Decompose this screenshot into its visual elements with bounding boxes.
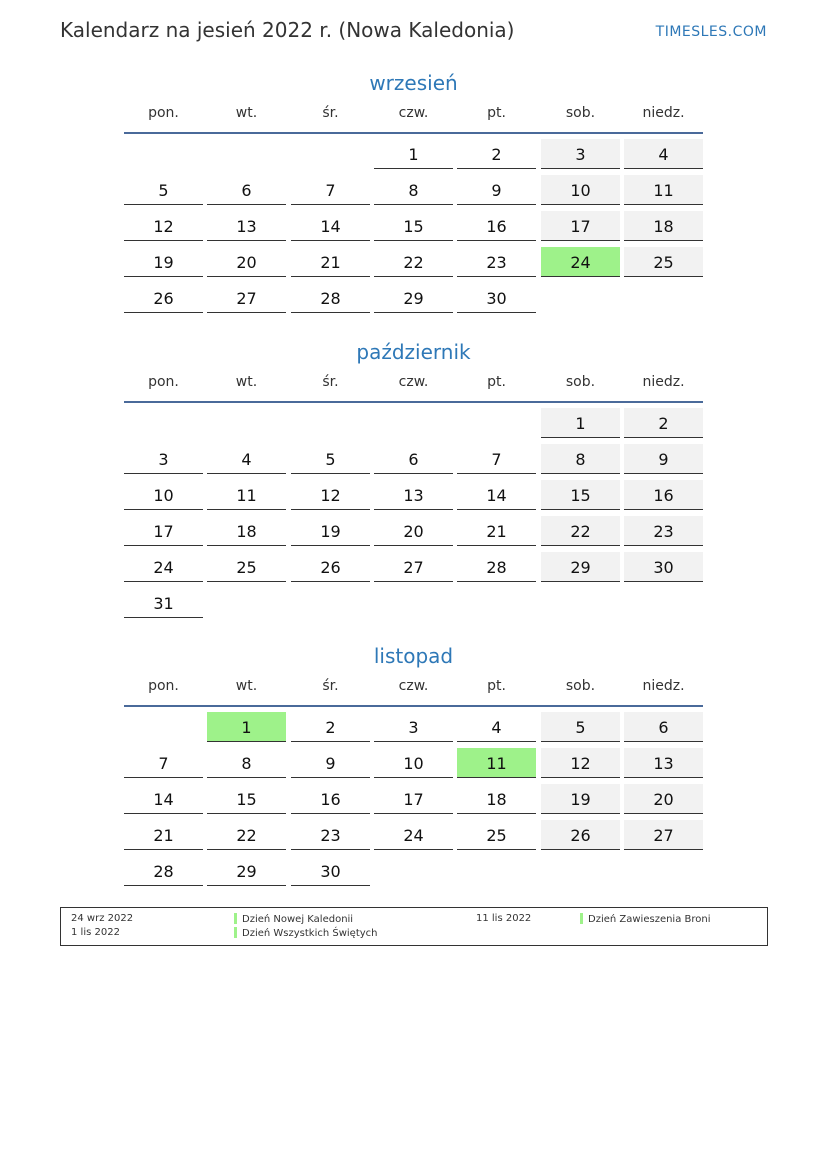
legend-date-2: 1 lis 2022 <box>71 927 120 938</box>
day-cell: 16 <box>457 211 536 241</box>
day-cell: 18 <box>457 784 536 814</box>
day-cell: 3 <box>124 444 203 474</box>
day-cell: 17 <box>374 784 453 814</box>
weekday-label: czw. <box>398 678 429 694</box>
weekday-label: pt. <box>487 678 506 694</box>
day-cell: 30 <box>624 552 703 582</box>
weekday-label: czw. <box>398 105 429 121</box>
day-cell: 27 <box>624 820 703 850</box>
day-cell: 13 <box>374 480 453 510</box>
weekday-label: niedz. <box>642 374 685 390</box>
day-cell: 17 <box>124 516 203 546</box>
day-cell: 25 <box>624 247 703 277</box>
day-cell: 19 <box>291 516 370 546</box>
day-cell: 24 <box>124 552 203 582</box>
day-cell: 29 <box>374 283 453 313</box>
month-october <box>124 337 703 613</box>
day-cell: 2 <box>457 139 536 169</box>
day-cell: 22 <box>374 247 453 277</box>
day-cell: 13 <box>207 211 286 241</box>
day-cell: 16 <box>624 480 703 510</box>
day-cell: 21 <box>457 516 536 546</box>
weekday-label: czw. <box>398 374 429 390</box>
day-cell: 4 <box>207 444 286 474</box>
day-cell: 1 <box>541 408 620 438</box>
month-name: listopad <box>373 644 454 668</box>
day-cell: 29 <box>541 552 620 582</box>
day-cell: 12 <box>291 480 370 510</box>
month-name: październik <box>356 340 471 364</box>
legend-holiday-name: Dzień Nowej Kaledonii <box>242 914 354 925</box>
day-cell: 17 <box>541 211 620 241</box>
day-cell: 5 <box>291 444 370 474</box>
day-cell: 7 <box>457 444 536 474</box>
day-cell: 28 <box>124 856 203 886</box>
day-cell: 22 <box>541 516 620 546</box>
day-cell: 13 <box>624 748 703 778</box>
day-cell: 9 <box>291 748 370 778</box>
weekday-label: pon. <box>148 374 179 390</box>
day-cell: 20 <box>624 784 703 814</box>
weekday-label: niedz. <box>642 678 685 694</box>
weekday-header <box>124 367 703 403</box>
day-cell: 14 <box>291 211 370 241</box>
weekday-label: wt. <box>235 105 258 121</box>
weekday-label: sob. <box>565 374 596 390</box>
day-cell: 4 <box>624 139 703 169</box>
day-cell: 26 <box>541 820 620 850</box>
day-cell: 2 <box>291 712 370 742</box>
day-cell: 19 <box>541 784 620 814</box>
weekday-label: śr. <box>322 678 339 694</box>
day-cell: 8 <box>541 444 620 474</box>
weekday-label: pt. <box>487 374 506 390</box>
day-cell: 16 <box>291 784 370 814</box>
day-cell: 4 <box>457 712 536 742</box>
weekday-label: śr. <box>322 374 339 390</box>
day-cell: 21 <box>291 247 370 277</box>
day-cell: 28 <box>457 552 536 582</box>
legend-holiday-name: Dzień Wszystkich Świętych <box>242 928 378 939</box>
month-name: wrzesień <box>369 71 458 95</box>
day-cell: 18 <box>207 516 286 546</box>
legend-marker <box>234 927 237 938</box>
weekday-label: sob. <box>565 105 596 121</box>
day-cell: 14 <box>124 784 203 814</box>
legend-holiday-3 <box>580 913 711 925</box>
day-cell: 24 <box>374 820 453 850</box>
legend-date-3: 11 lis 2022 <box>476 913 532 924</box>
month-november <box>124 641 703 881</box>
day-cell: 7 <box>124 748 203 778</box>
holiday-day-cell: 24 <box>541 247 620 277</box>
legend-marker <box>234 913 237 924</box>
day-cell: 12 <box>124 211 203 241</box>
page-title: Kalendarz na jesień 2022 r. (Nowa Kaledonia) <box>60 18 515 42</box>
day-cell: 15 <box>541 480 620 510</box>
weekday-label: śr. <box>322 105 339 121</box>
holiday-day-cell: 11 <box>457 748 536 778</box>
legend-holiday-2 <box>234 927 378 939</box>
day-cell: 22 <box>207 820 286 850</box>
day-cell: 20 <box>207 247 286 277</box>
day-cell: 3 <box>541 139 620 169</box>
day-cell: 26 <box>124 283 203 313</box>
month-september <box>124 68 703 308</box>
day-cell: 23 <box>457 247 536 277</box>
day-cell: 6 <box>207 175 286 205</box>
day-cell: 6 <box>374 444 453 474</box>
day-cell: 10 <box>124 480 203 510</box>
weekday-header <box>124 671 703 707</box>
weekday-label: pon. <box>148 678 179 694</box>
brand-link[interactable]: TIMESLES.COM <box>655 24 767 40</box>
weekday-header <box>124 98 703 134</box>
day-cell: 27 <box>207 283 286 313</box>
day-cell: 7 <box>291 175 370 205</box>
day-cell: 31 <box>124 588 203 618</box>
day-cell: 26 <box>291 552 370 582</box>
day-cell: 5 <box>124 175 203 205</box>
holiday-day-cell: 1 <box>207 712 286 742</box>
holiday-legend <box>60 907 768 946</box>
day-cell: 5 <box>541 712 620 742</box>
day-cell: 28 <box>291 283 370 313</box>
day-cell: 30 <box>291 856 370 886</box>
day-cell: 8 <box>374 175 453 205</box>
day-cell: 23 <box>624 516 703 546</box>
weekday-label: sob. <box>565 678 596 694</box>
weekday-label: wt. <box>235 678 258 694</box>
weekday-label: pon. <box>148 105 179 121</box>
day-cell: 30 <box>457 283 536 313</box>
weekday-label: niedz. <box>642 105 685 121</box>
day-cell: 18 <box>624 211 703 241</box>
day-cell: 10 <box>374 748 453 778</box>
day-cell: 11 <box>624 175 703 205</box>
day-cell: 1 <box>374 139 453 169</box>
day-cell: 9 <box>624 444 703 474</box>
day-cell: 11 <box>207 480 286 510</box>
legend-holiday-name: Dzień Zawieszenia Broni <box>588 914 711 925</box>
day-cell: 12 <box>541 748 620 778</box>
day-cell: 19 <box>124 247 203 277</box>
day-cell: 8 <box>207 748 286 778</box>
day-cell: 20 <box>374 516 453 546</box>
day-cell: 2 <box>624 408 703 438</box>
day-cell: 9 <box>457 175 536 205</box>
day-cell: 15 <box>374 211 453 241</box>
day-cell: 25 <box>457 820 536 850</box>
legend-marker <box>580 913 583 924</box>
weekday-label: pt. <box>487 105 506 121</box>
day-cell: 14 <box>457 480 536 510</box>
weekday-label: wt. <box>235 374 258 390</box>
day-cell: 3 <box>374 712 453 742</box>
day-cell: 29 <box>207 856 286 886</box>
legend-date-1: 24 wrz 2022 <box>71 913 134 924</box>
day-cell: 27 <box>374 552 453 582</box>
day-cell: 10 <box>541 175 620 205</box>
day-cell: 23 <box>291 820 370 850</box>
day-cell: 15 <box>207 784 286 814</box>
legend-holiday-1 <box>234 913 353 925</box>
day-cell: 21 <box>124 820 203 850</box>
day-cell: 6 <box>624 712 703 742</box>
day-cell: 25 <box>207 552 286 582</box>
